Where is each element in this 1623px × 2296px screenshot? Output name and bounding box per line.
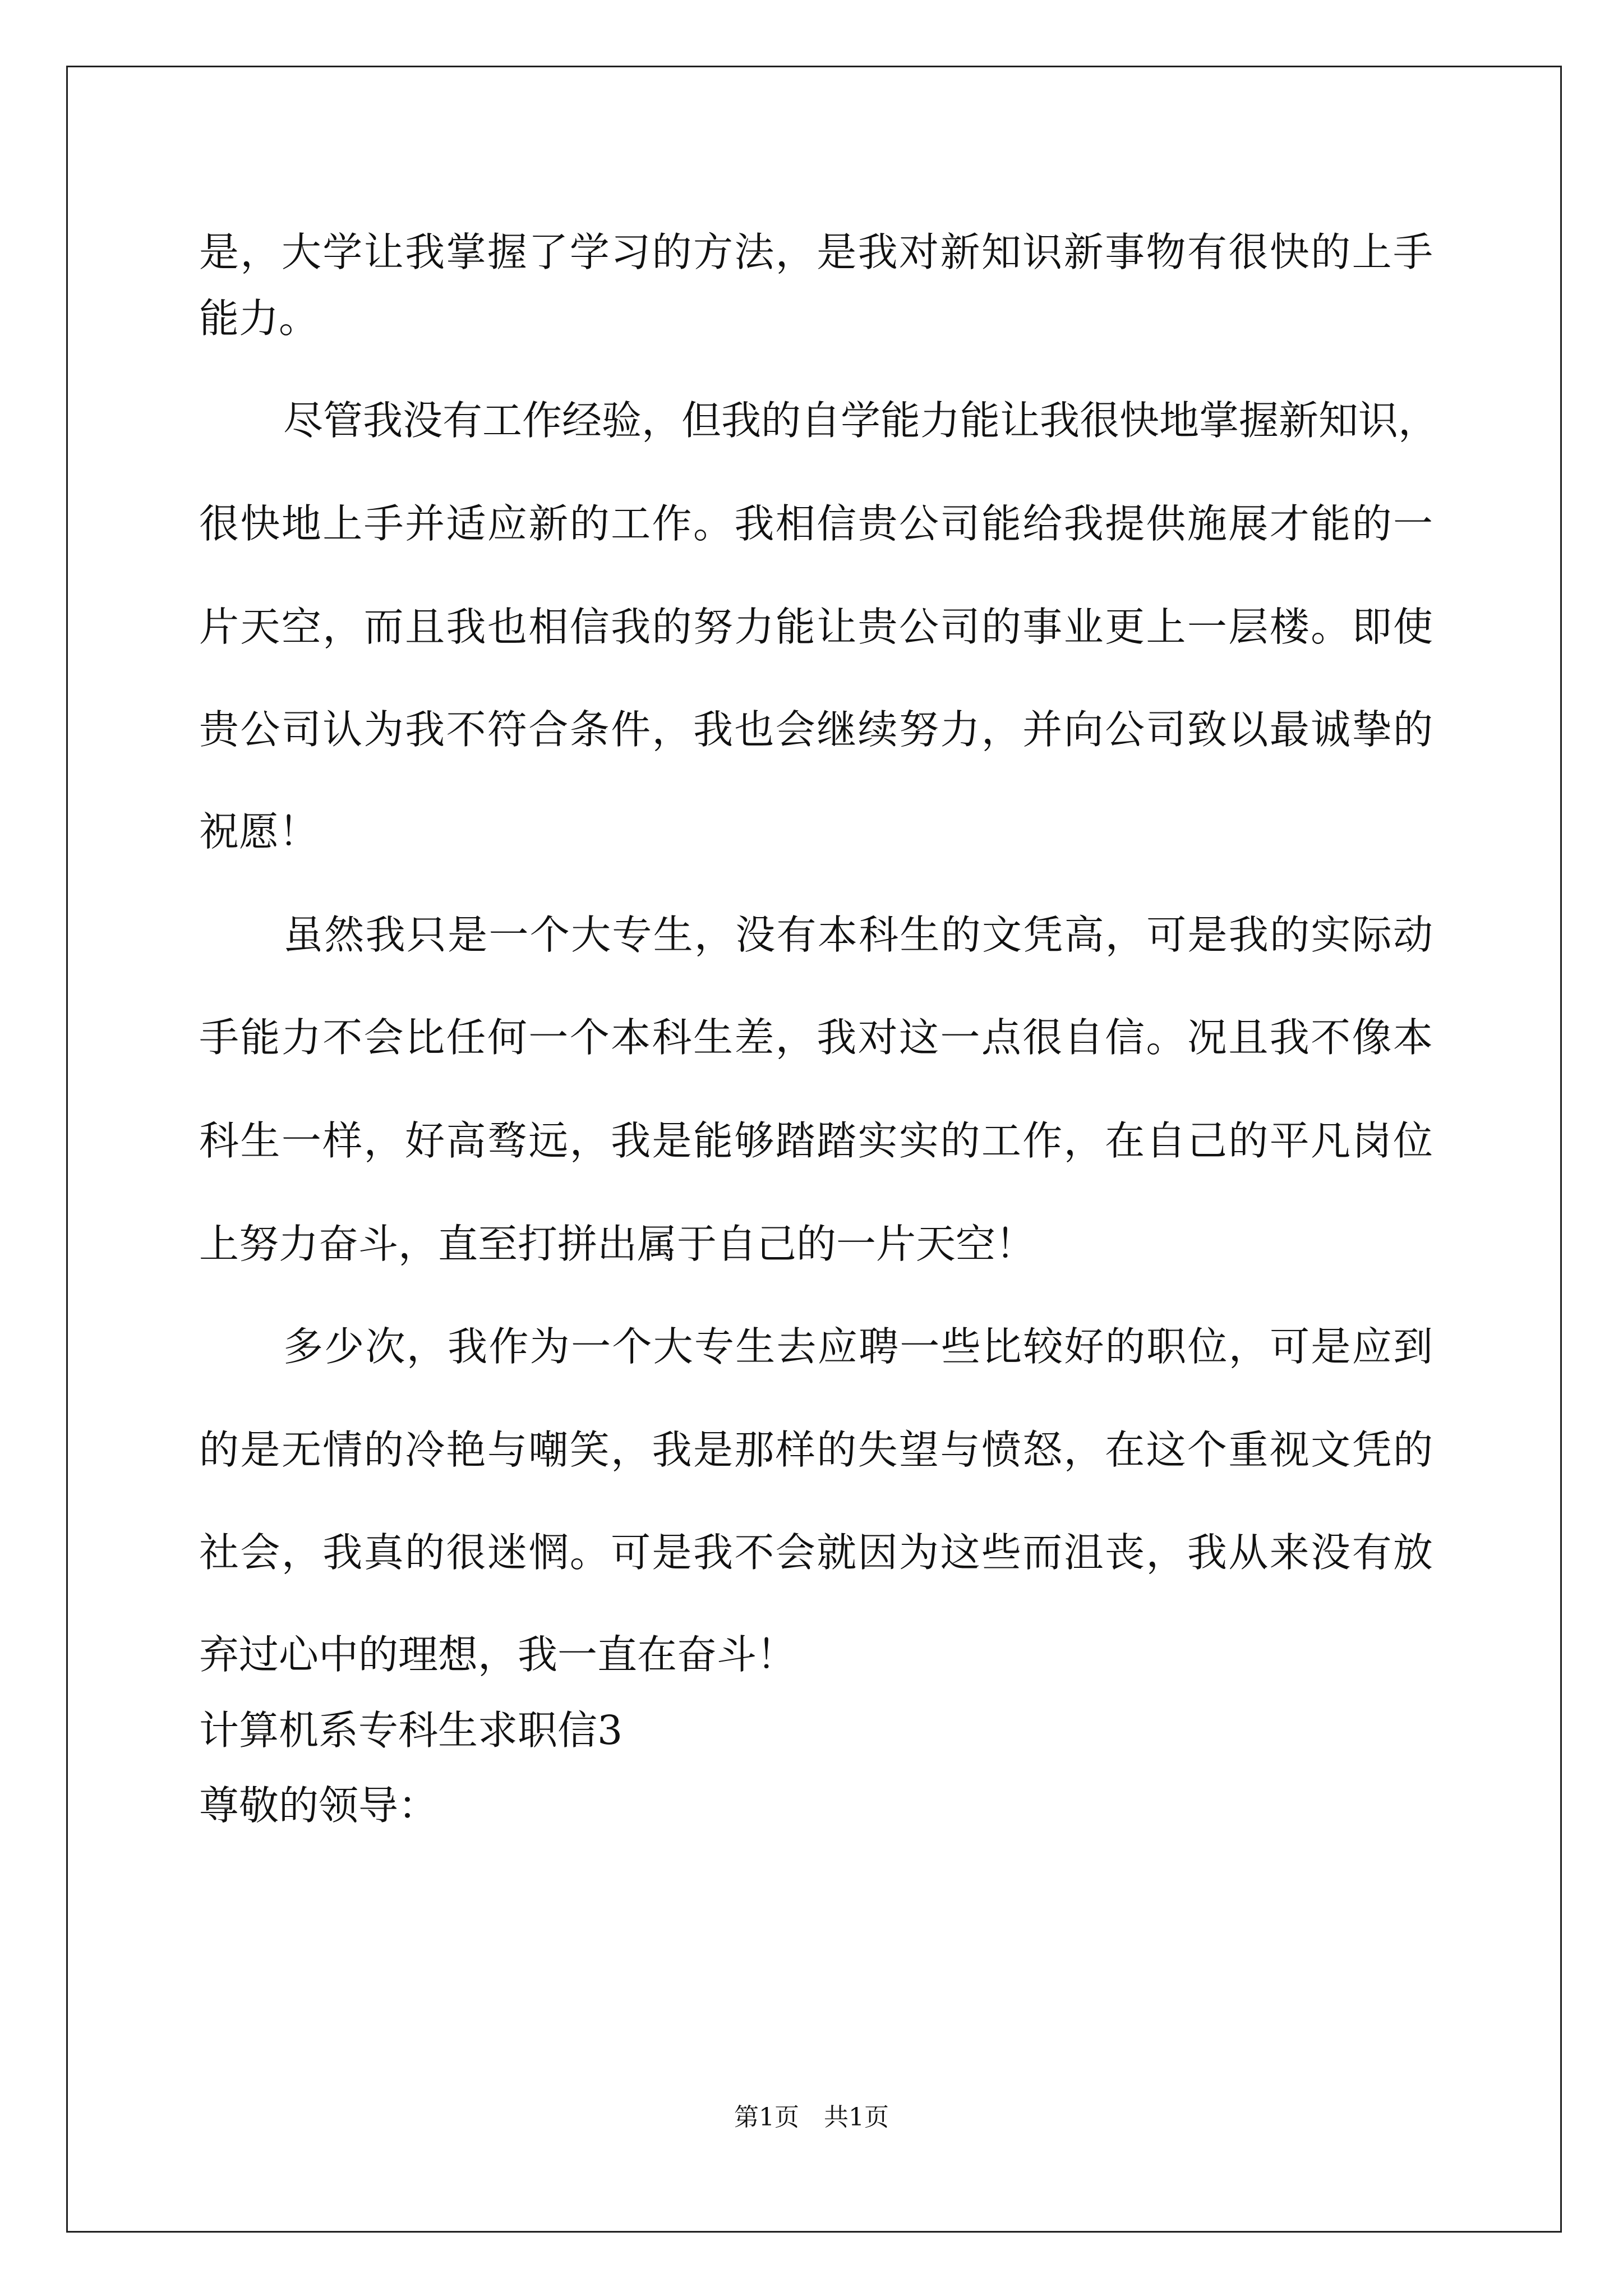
text-line: 祝愿！ (199, 808, 319, 855)
text-line: 科生一样，好高骛远，我是能够踏踏实实的工作，在自己的平凡岗位 (199, 1117, 1433, 1164)
text-line: 上努力奋斗，直至打拼出属于自己的一片天空！ (199, 1221, 1036, 1267)
text-line: 很快地上手并适应新的工作。我相信贵公司能给我提供施展才能的一 (199, 500, 1433, 547)
text-line: 尽管我没有工作经验，但我的自学能力能让我很快地掌握新知识， (283, 397, 1438, 444)
text-line: 社会，我真的很迷惘。可是我不会就因为这些而沮丧，我从来没有放 (199, 1529, 1433, 1576)
text-line: 手能力不会比任何一个本科生差，我对这一点很自信。况且我不像本 (199, 1014, 1433, 1061)
text-line: 片天空，而且我也相信我的努力能让贵公司的事业更上一层楼。即使 (199, 604, 1433, 650)
salutation: 尊敬的领导： (199, 1782, 439, 1829)
text-line: 能力。 (199, 295, 319, 342)
text-line: 贵公司认为我不符合条件，我也会继续努力，并向公司致以最诚挚的 (199, 706, 1433, 753)
page-footer: 第1页 共1页 (734, 2103, 889, 2132)
text-line: 多少次，我作为一个大专生去应聘一些比较好的职位，可是应到 (283, 1323, 1433, 1370)
text-line: 弃过心中的理想，我一直在奋斗！ (199, 1631, 797, 1678)
section-heading: 计算机系专科生求职信3 (199, 1707, 623, 1754)
text-line: 虽然我只是一个大专生，没有本科生的文凭高，可是我的实际动 (283, 912, 1433, 958)
text-line: 是，大学让我掌握了学习的方法，是我对新知识新事物有很快的上手 (199, 229, 1433, 275)
text-line: 的是无情的冷艳与嘲笑，我是那样的失望与愤怒，在这个重视文凭的 (199, 1427, 1433, 1473)
